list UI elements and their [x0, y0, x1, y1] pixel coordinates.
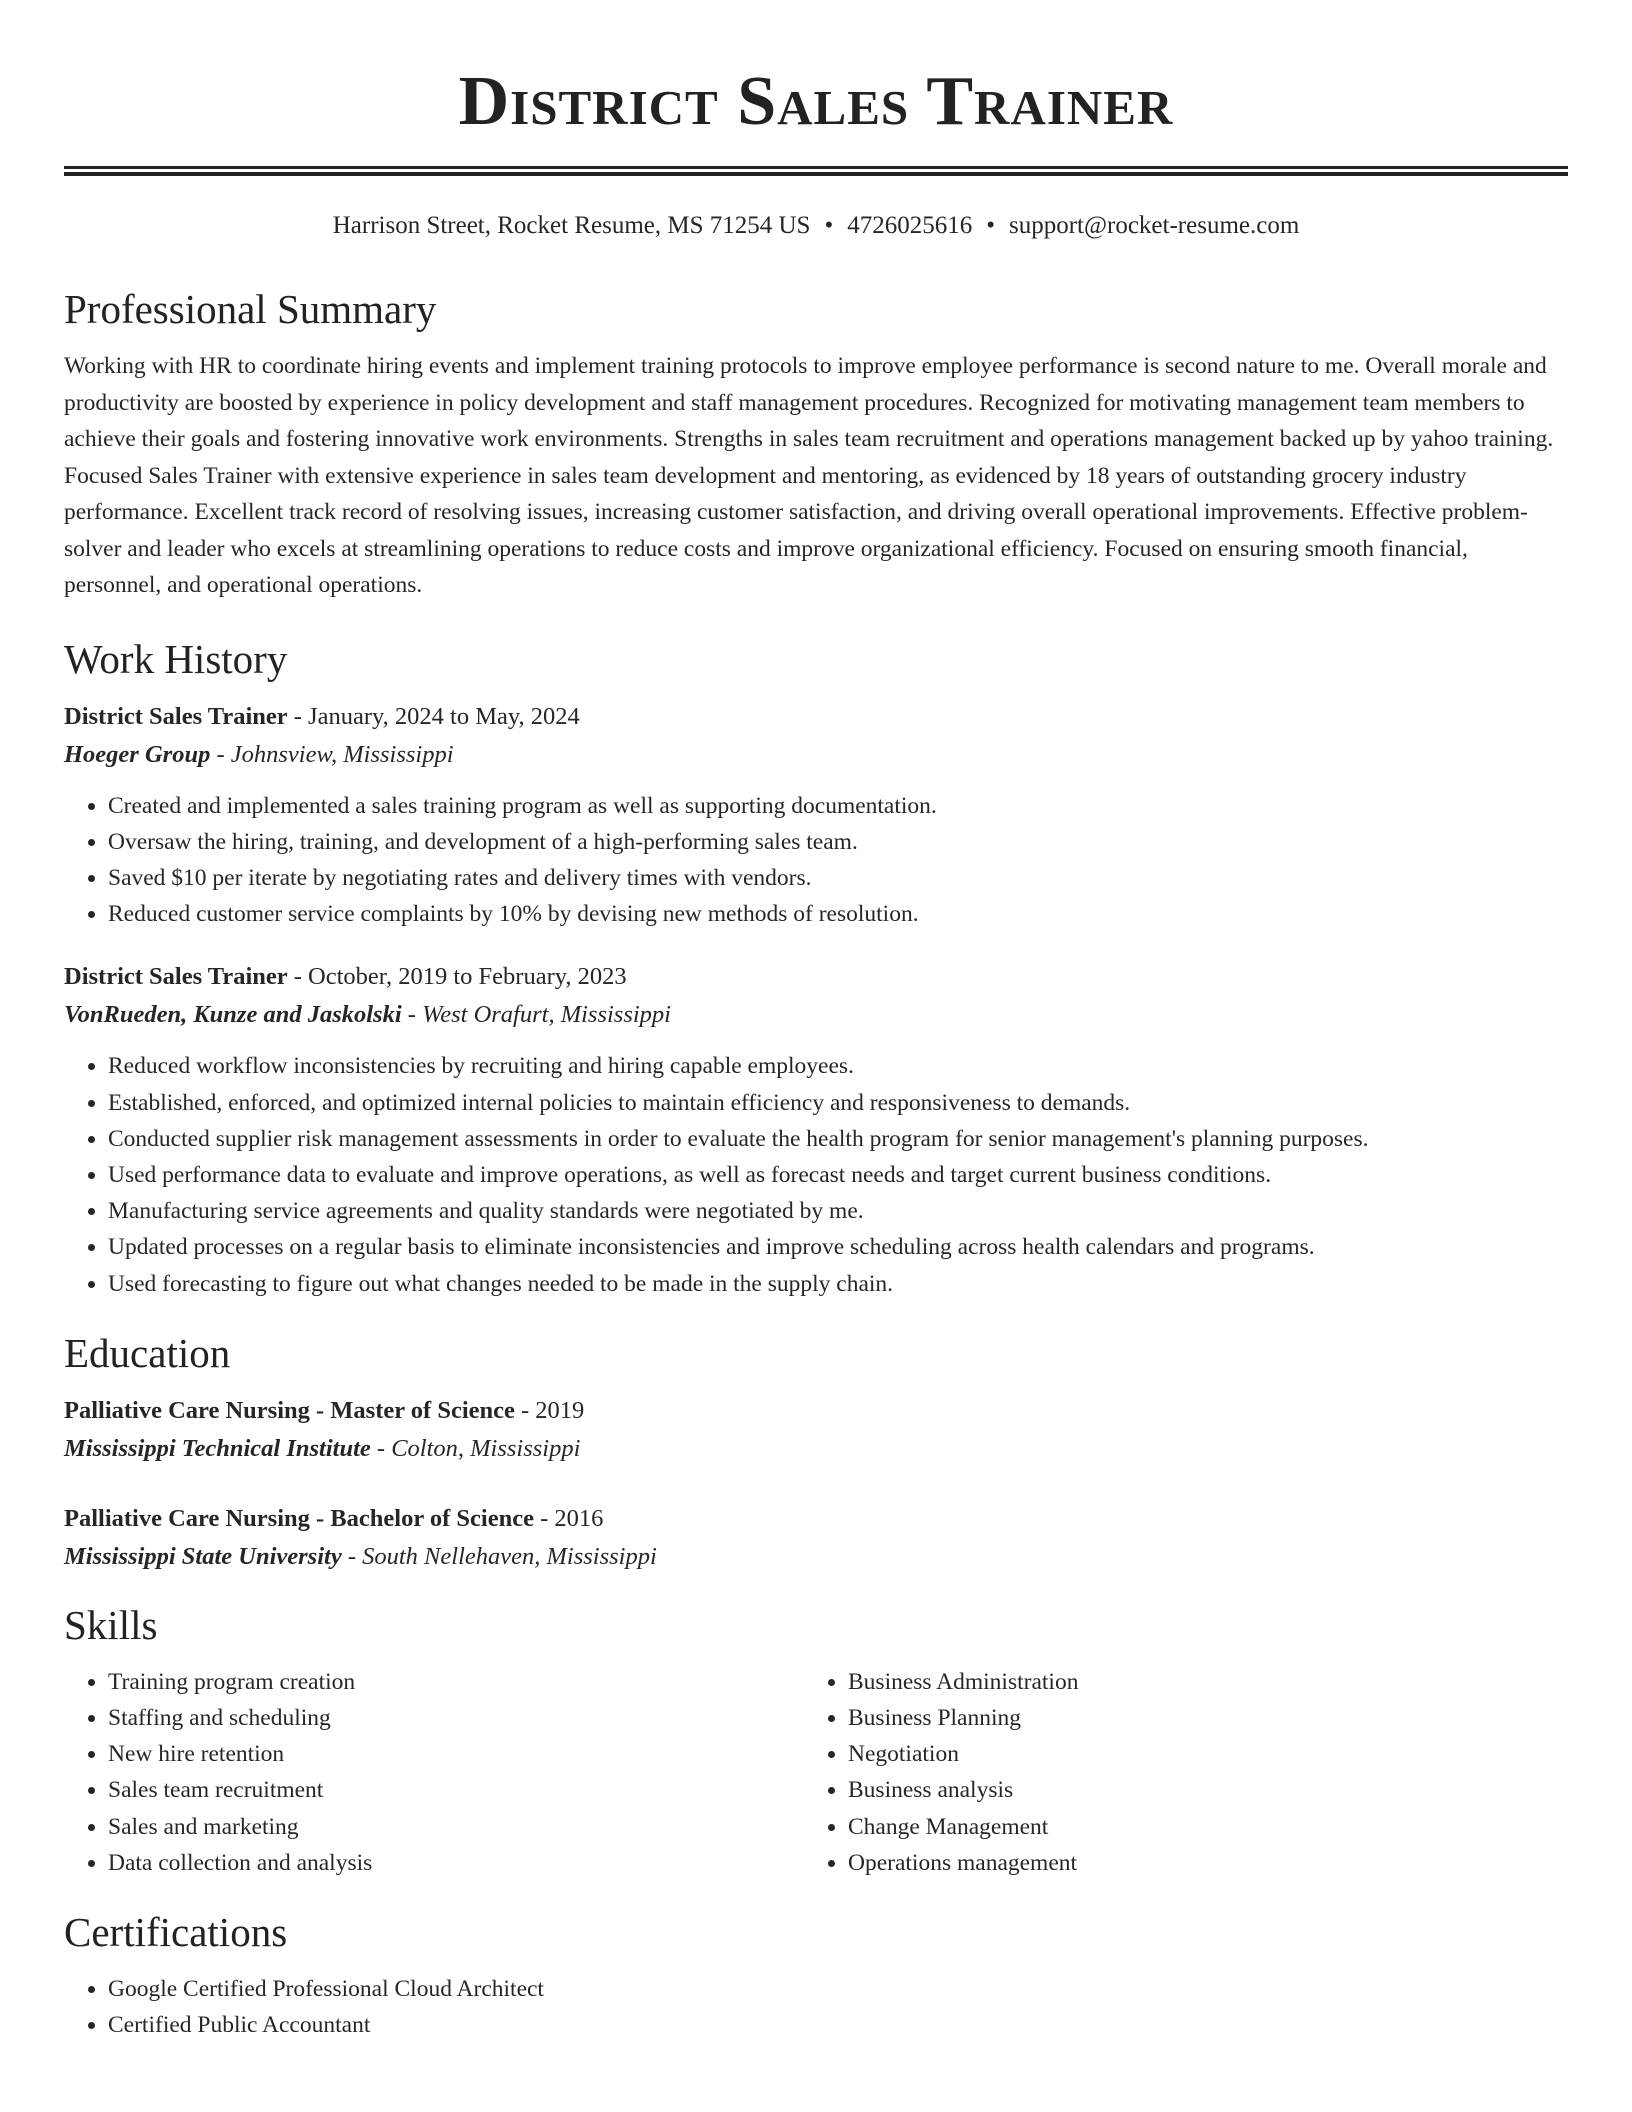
education-degree-line	[64, 1500, 1568, 1538]
job-role: District Sales Trainer	[64, 702, 288, 730]
document-title: District Sales Trainer	[458, 63, 1174, 140]
skills-right-column	[804, 1664, 1544, 1881]
list-item: • Used forecasting to figure out what changes needed to be made in the supply chain.	[108, 1266, 1568, 1302]
list-item: • Sales and marketing	[108, 1809, 804, 1845]
job-bullets	[64, 788, 1568, 933]
list-item: • Created and implemented a sales training program as well as supporting documentation.	[108, 788, 1568, 824]
education-degree-line	[64, 1392, 1568, 1430]
job-company: VonRueden, Kunze and Jaskolski	[64, 1001, 402, 1029]
summary-text: Working with HR to coordinate hiring events and implement training protocols to improve employee performance is second nature to me. Overall morale and productivity are boosted by experience in policy development and staff management procedures. Recognized for motivating management team members to achieve their goals and fostering innovative work environments. Strengths in sales team recruitment and operations management backed up by yahoo training. Focused Sales Trainer with extensive experience in sales team development and mentoring, as evidenced by 18 years of outstanding grocery industry performance. Excellent track record of resolving issues, increasing customer satisfaction, and driving overall operational improvements. Effective problem-solver and leader who excels at streamlining operations to reduce costs and improve organizational efficiency. Focused on ensuring smooth financial, personnel, and operational operations.	[64, 353, 1554, 598]
job-entry	[64, 958, 1568, 1301]
list-item: • Used performance data to evaluate and improve operations, as well as forecast needs and target current business conditions.	[108, 1157, 1568, 1193]
job-company-line	[64, 736, 1568, 774]
education-school: Mississippi Technical Institute	[64, 1434, 371, 1462]
job-location: - West Orafurt, Mississippi	[401, 1001, 671, 1029]
work-history-heading: Work History	[64, 635, 288, 682]
list-item: • Updated processes on a regular basis to eliminate inconsistencies and improve scheduling across health calendars and programs.	[108, 1229, 1568, 1265]
list-item: • Business Administration	[848, 1664, 1544, 1700]
job-title-line	[64, 958, 1568, 996]
list-item: • Business Planning	[848, 1700, 1544, 1736]
list-item: • Saved $10 per iterate by negotiating rates and delivery times with vendors.	[108, 860, 1568, 896]
contact-address: Harrison Street, Rocket Resume, MS 71254 US	[332, 212, 811, 239]
list-item: • Negotiation	[848, 1736, 1544, 1772]
job-location: - Johnsview, Mississippi	[210, 740, 454, 768]
contact-email[interactable]: support@rocket-resume.com	[1008, 212, 1300, 239]
list-item: • Sales team recruitment	[108, 1772, 804, 1808]
education-entry	[64, 1500, 1568, 1576]
job-title-line	[64, 698, 1568, 736]
education-year: - 2019	[514, 1396, 585, 1424]
education-entry	[64, 1392, 1568, 1468]
education-location: - Colton, Mississippi	[370, 1434, 581, 1462]
skills-left-column	[64, 1664, 804, 1881]
list-item: • Google Certified Professional Cloud Architect	[108, 1971, 1568, 2007]
education-school-line	[64, 1538, 1568, 1576]
list-item: • Manufacturing service agreements and quality standards were negotiated by me.	[108, 1193, 1568, 1229]
education-school: Mississippi State University	[64, 1542, 342, 1570]
summary-heading: Professional Summary	[64, 286, 437, 332]
contact-separator: •	[824, 212, 834, 239]
title-divider	[64, 166, 1568, 176]
skills-heading: Skills	[64, 1601, 158, 1648]
job-bullets	[64, 1048, 1568, 1301]
list-item: • Training program creation	[108, 1664, 804, 1700]
list-item: • Certified Public Accountant	[108, 2007, 1568, 2043]
contact-phone: 4726025616	[847, 212, 973, 239]
list-item: • Change Management	[848, 1809, 1544, 1845]
list-item: • New hire retention	[108, 1736, 804, 1772]
list-item: • Data collection and analysis	[108, 1845, 804, 1881]
list-item: • Operations management	[848, 1845, 1544, 1881]
list-item: • Staffing and scheduling	[108, 1700, 804, 1736]
list-item: • Established, enforced, and optimized internal policies to maintain efficiency and responsiveness to demands.	[108, 1085, 1568, 1121]
education-heading: Education	[64, 1329, 231, 1376]
list-item: • Oversaw the hiring, training, and development of a high-performing sales team.	[108, 824, 1568, 860]
education-school-line	[64, 1430, 1568, 1468]
education-location: - South Nellehaven, Mississippi	[341, 1542, 657, 1570]
job-entry	[64, 698, 1568, 933]
certifications-heading: Certifications	[64, 1908, 288, 1955]
list-item: • Reduced customer service complaints by 10% by devising new methods of resolution.	[108, 896, 1568, 932]
job-dates: - October, 2019 to February, 2023	[287, 963, 627, 991]
contact-separator: •	[986, 212, 995, 239]
job-role: District Sales Trainer	[64, 963, 288, 991]
job-company: Hoeger Group	[64, 740, 211, 768]
education-year: - 2016	[533, 1504, 604, 1532]
certifications-list	[64, 1971, 1568, 2043]
list-item: • Conducted supplier risk management assessments in order to evaluate the health program for senior management's planning purposes.	[108, 1121, 1568, 1157]
list-item: • Reduced workflow inconsistencies by recruiting and hiring capable employees.	[108, 1048, 1568, 1084]
contact-line	[64, 210, 1568, 242]
resume-page	[64, 0, 1568, 2043]
skills-grid	[64, 1664, 1568, 1881]
list-item: • Business analysis	[848, 1772, 1544, 1808]
job-company-line	[64, 996, 1568, 1034]
job-dates: - January, 2024 to May, 2024	[287, 702, 580, 730]
education-degree: Palliative Care Nursing - Master of Science	[64, 1396, 515, 1424]
education-degree: Palliative Care Nursing - Bachelor of Science	[64, 1504, 534, 1532]
